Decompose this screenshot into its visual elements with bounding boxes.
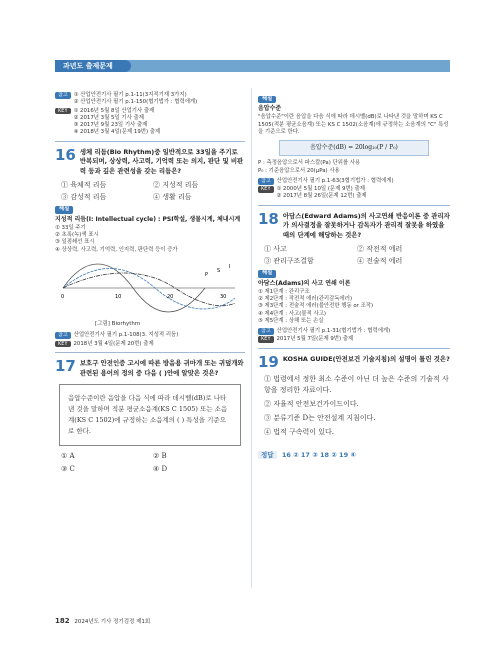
column-divider [251,88,252,588]
tick-label: 0 [61,293,65,300]
key-tag: KEY [258,336,274,343]
explanation-text: "음압수준"이란 음압을 다음 식에 따라 데시벨(dB)로 나타낸 것을 말하며 KS C 1505(적분 평균소음계) 또는 KS C 1502(소음계)에 규정하는 소음계의 "C" 특성을 기준으로 한다. [258,114,449,135]
ref-line: ② 산업안전기사 필기 p.1-150(협기법가 : 협력에게) [73,99,198,106]
explanation-line: ② 제2단계 : 작전적 에러(관리감독에러) [258,295,353,302]
formula-note: P₀ : 기준음압으로서 20(μPa) 사용 [258,167,340,174]
sensitivity-curve [63,268,235,308]
explanation-title: 아담스(Adams)의 사고 연쇄 이론 [258,279,351,287]
ref-block [55,92,245,107]
intellectual-curve [63,273,235,306]
ref-line: ① 산업안전기사 필기 p.1-11(3지적기재 3가지) [73,92,187,98]
explanation-line: ① 33일 주기 [55,224,86,231]
key-tag: KEY [55,341,71,348]
ref-line: 산업안전기사 필기 p.1-108(3. 지성적 리듬) [73,332,179,339]
key-line: ④ 2018년 3월 4일(문제 19번) 출제 [73,129,161,136]
section-title: 과년도 출제문제 [55,60,131,72]
question-text: 보호구 안전인증 고시에 따른 방음용 귀마개 또는 귀덮개와 관련된 용어의 정의 중 다음 ( )안에 알맞은 것은? [79,359,244,377]
tick-label: 10 [115,293,122,300]
ref-line: 산업안전기사 필기 p.1-63(3협기법가 : 협력에게) [276,177,394,184]
biorhythm-figure [55,258,245,329]
option-1[interactable]: ① A [61,452,75,461]
series-label: S [217,267,221,274]
option-4[interactable]: ④ 생활 리듬 [153,193,192,202]
question-number: 19 [258,352,279,371]
key-line: 2018년 3월 4일(문제 20번) 출제 [73,340,154,347]
option-4[interactable]: ④ 전술적 에러 [357,256,403,265]
question-17 [55,359,245,474]
explanation-line: ② 초록(녹)색 표시 [55,232,99,239]
key-line: ② 2017년 8월 26일(문제 12번) 출제 [276,193,367,200]
question-18 [258,209,450,344]
explanation-line: ④ 상상력, 사고력, 기억력, 인지력, 판단력 등이 증가 [55,246,178,253]
explanation-line: ③ 제3단계 : 전술적 에러(불안전한 행동 or 조작) [258,303,374,310]
option-3[interactable]: ③ 관리구조결함 [264,256,314,265]
series-label: P [205,271,209,278]
option-2[interactable]: ② B [153,452,167,461]
option-1[interactable]: ① 법령에서 정한 최소 수준이 아닌 더 높은 수준의 기술적 사항을 정리한 자료이다. [264,374,449,394]
key-line: 2017년 5월 7일(문제 9번) 출제 [276,336,354,343]
explanation-line: ⑤ 제5단계 : 상해 또는 손실 [258,317,324,324]
key-block [55,341,245,348]
option-3[interactable]: ③ C [61,464,75,473]
key-line: ① 2016년 5월 8일 산업기사 출제 [73,107,155,114]
page-footer [55,617,150,626]
option-1[interactable]: ① 육체적 리듬 [61,180,107,189]
answer-label: 정답 [258,451,277,459]
key-block [258,186,450,201]
right-column [258,92,450,459]
question-text: 생체 리듬(Bio Rhythm)중 일반적으로 33일을 주기로 반복되며, 상상력, 사고력, 기억력 또는 의지, 판단 및 비판력 등과 깊은 관련성을 갖는 리듬은? [79,147,244,175]
option-2[interactable]: ② 작전적 에러 [357,244,403,253]
ref-tag: 참고 [55,92,71,99]
formula-note: P : 측정음압으로서 파스칼(Pa) 단위를 사용 [258,160,361,167]
section-banner [55,60,450,72]
tick-label: 20 [167,293,174,300]
option-3[interactable]: ③ 감성적 리듬 [61,193,107,202]
explanation-line: ③ 일점쇄선 표시 [55,239,95,246]
key-line: ③ 2017년 9월 23일 기사 출제 [73,122,148,129]
option-4[interactable]: ④ D [153,464,168,473]
ref-line: 산업안전기사 필기 p.1-31(협기법가 : 협력에게) [276,328,391,335]
ref-block [55,332,245,339]
question-19 [258,352,450,439]
ref-tag: 참고 [258,328,274,335]
ref-tag: 참고 [55,332,71,339]
question-16 [55,145,245,348]
ref-tag: 참고 [258,178,274,185]
series-label: I [229,263,231,270]
left-column [55,92,245,474]
key-tag: KEY [258,186,274,193]
option-2[interactable]: ② 지성적 리듬 [153,180,199,189]
question-number: 17 [55,357,76,376]
explanation-title: 지성적 리듬(I: Intellectual cycle) : PSI학설, 생물시계, 체내시계 [55,215,241,223]
footer-text: 2024년도 기사 정기검정 제1회 [74,619,151,625]
explanation-line: ① 제1단계 : 관리구조 [258,288,310,295]
key-line: ② 2017년 3월 5일 기사 출제 [73,114,144,121]
option-2[interactable]: ② 자율적 안전보건가이드이다. [264,400,359,409]
key-tag: KEY [55,108,71,115]
explanation-line: ④ 제4단계 : 사고(물적 사고) [258,310,327,317]
question-number: 16 [55,145,76,164]
option-1[interactable]: ① 사고 [264,244,287,253]
key-block [55,108,245,137]
explanation-tag: 해설 [258,270,276,277]
formula-box: 음압수준(dB) = 20log₁₀(P / P₀) [279,140,429,156]
question-text: 아담스(Edward Adams)의 사고연쇄 반응이론 중 관리자가 의사결정을 잘못하거나 감독자가 관리적 잘못을 하였을 때의 단계에 해당하는 것은? [282,211,450,239]
answer-text: 16 ② 17 ③ 18 ② 19 ④ [281,450,356,459]
explanation-tag: 해설 [258,96,276,103]
explanation-tag: 해설 [55,206,73,213]
question-box: 음압수준이란 음압을 다음 식에 따라 데시벨(dB)로 나타낸 것을 말하며 적분 평균소음계(KS C 1505) 또는 소음계(KS C 1502)에 규정하는 소음계의 ( ) 특성을 기준으로 한다. [59,384,241,446]
option-3[interactable]: ③ 분류기준 D는 안전설계 지침이다. [264,414,376,423]
page-number: 182 [55,617,70,625]
ref-block [258,328,450,335]
tick-label: 30 [220,293,227,300]
question-number: 18 [258,209,279,228]
option-4[interactable]: ④ 법적 구속력이 있다. [264,428,334,437]
explanation-title: 음압수준 [258,105,282,113]
key-block [258,336,450,343]
answer-key [258,451,450,460]
key-line: ① 2000년 5월 10일 (문제 9번) 출제 [276,186,365,193]
question-text: KOSHA GUIDE(안전보건 기술지침)의 설명이 틀린 것은? [282,354,450,363]
ref-block [258,178,450,185]
biorhythm-chart [55,258,240,316]
figure-caption: [그림] Biorhythm [95,321,141,327]
